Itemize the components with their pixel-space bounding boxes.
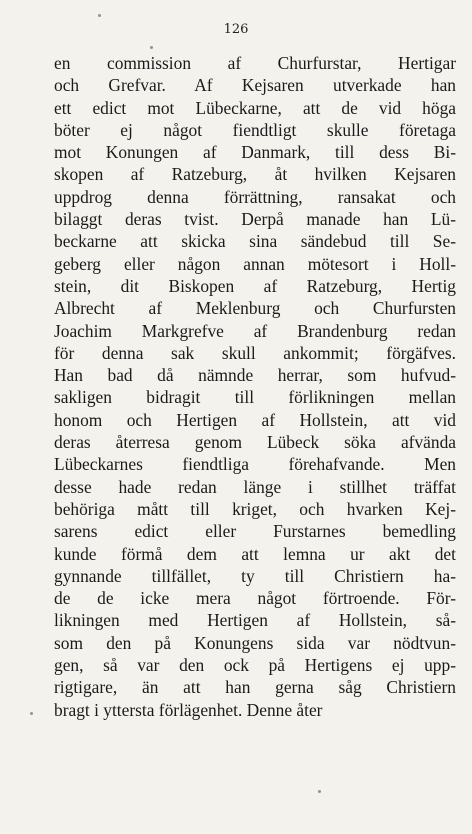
text-line: Han bad då nämnde herrar, som hufvud- bbox=[54, 365, 456, 386]
ink-speck bbox=[318, 790, 321, 793]
text-line: bilaggt deras tvist. Derpå manade han Lü- bbox=[54, 209, 456, 230]
text-line: deras återresa genom Lübeck söka afvända bbox=[54, 432, 456, 453]
ink-speck bbox=[98, 14, 101, 17]
text-line: behöriga mått till kriget, och hvarken Kej- bbox=[54, 498, 456, 519]
text-line: de de icke mera något förtroende. För- bbox=[54, 588, 456, 609]
text-line: mot Konungen af Danmark, till dess Bi- bbox=[54, 142, 456, 163]
text-line: skopen af Ratzeburg, åt hvilken Kejsaren bbox=[54, 164, 456, 185]
text-line: kunde förmå dem att lemna ur akt det bbox=[54, 543, 456, 564]
text-line: ett edict mot Lübeckarne, att de vid höga bbox=[54, 97, 456, 118]
text-line: Joachim Markgrefve af Brandenburg redan bbox=[54, 320, 456, 341]
page-number: 126 bbox=[223, 22, 249, 37]
text-line: böter ej något fiendtligt skulle företaga bbox=[54, 119, 456, 140]
text-line: desse hade redan länge i stillhet träffat bbox=[54, 476, 456, 497]
ink-speck bbox=[150, 46, 153, 49]
ink-speck bbox=[30, 712, 33, 715]
text-line: som den på Konungens sida var nödtvun- bbox=[54, 632, 456, 653]
text-line: stein, dit Biskopen af Ratzeburg, Hertig bbox=[54, 275, 456, 296]
text-line: för denna sak skull ankommit; förgäfves. bbox=[54, 342, 456, 363]
text-line: sakligen bidragit till förlikningen mellan bbox=[54, 387, 456, 408]
text-line: en commission af Churfurstar, Hertigar bbox=[54, 53, 456, 73]
text-line: gynnande tillfället, ty till Christiern ha- bbox=[54, 565, 456, 586]
text-line: geberg eller någon annan mötesort i Holl- bbox=[54, 253, 456, 274]
text-line: gen, så var den ock på Hertigens ej upp- bbox=[54, 655, 456, 676]
text-line: uppdrog denna förrättning, ransakat och bbox=[54, 186, 456, 207]
text-line: rigtigare, än att han gerna såg Christiern bbox=[54, 677, 456, 698]
text-line: Lübeckarnes fiendtliga förehafvande. Men bbox=[54, 454, 456, 475]
text-line: bragt i yttersta förlägenhet. Denne åter bbox=[54, 699, 323, 720]
text-line: sarens edict eller Furstarnes bemedling bbox=[54, 521, 456, 542]
text-line: honom och Hertigen af Hollstein, att vid bbox=[54, 409, 456, 430]
text-line: och Grefvar. Af Kejsaren utverkade han bbox=[54, 75, 456, 96]
text-line: Albrecht af Meklenburg och Churfursten bbox=[54, 298, 456, 319]
text-line: likningen med Hertigen af Hollstein, så- bbox=[54, 610, 456, 631]
text-line: beckarne att skicka sina sändebud till Se- bbox=[54, 231, 456, 252]
body-text bbox=[54, 52, 456, 721]
